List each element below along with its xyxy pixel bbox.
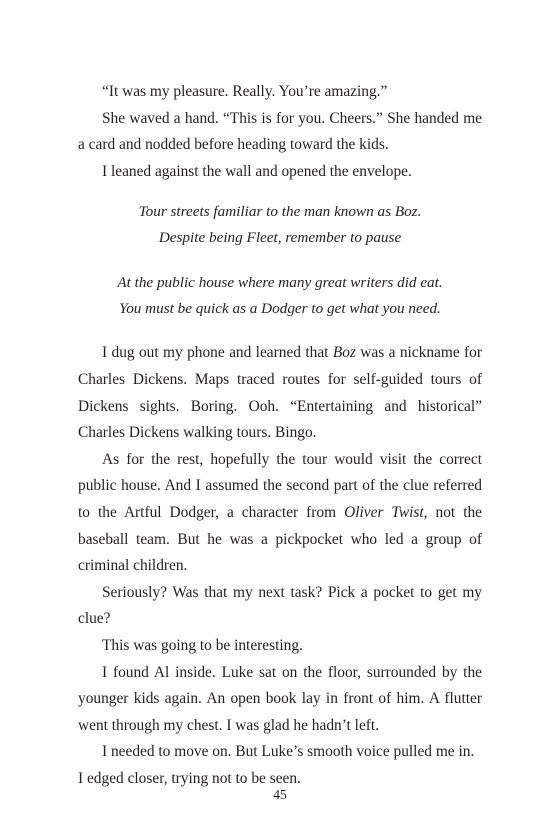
poem-line: You must be quick as a Dodger to get what you need. — [119, 300, 441, 318]
poem-stanza — [78, 199, 482, 251]
paragraph: Seriously? Was that my next task? Pick a pocket to get my clue? — [78, 583, 482, 628]
text-run: not the baseball team. But he was a pickpocket who led a group of criminal children. — [78, 503, 482, 575]
clue-poem — [78, 199, 482, 322]
paragraph: I found Al inside. Luke sat on the floor, surrounded by the younger kids again. An open book lay in front of him. A flutter went through my chest. I was glad he hadn’t left. — [78, 663, 482, 734]
page-number: 45 — [273, 787, 287, 802]
text-run: was a nickname for Charles Dickens. Maps traced routes for self-guided tours of Dickens sights. Boring. Ooh. “Entertaining and historical” Charles Dickens walking tours. Bingo. — [78, 344, 482, 442]
text-run: As for the rest, hopefully the tour would visit the correct public house. And I assumed the second part of the clue referred to the Artful Dodger, a character from — [78, 450, 482, 521]
body-text — [78, 79, 482, 792]
emphasis: Boz — [332, 344, 356, 362]
poem-line: Despite being Fleet, remember to pause — [158, 229, 402, 247]
paragraph: I needed to move on. But Luke’s smooth voice pulled me in. I edged closer, trying not to be seen. — [78, 743, 475, 787]
paragraph: “It was my pleasure. Really. You’re amazing.” — [102, 83, 388, 100]
paragraph — [78, 447, 482, 580]
paragraph: She waved a hand. “This is for you. Cheers.” She handed me a card and nodded before heading toward the kids. — [78, 109, 482, 154]
paragraph: I leaned against the wall and opened the envelope. — [102, 162, 412, 180]
paragraph — [78, 340, 482, 446]
poem-line: Tour streets familiar to the man known as Boz. — [138, 203, 422, 221]
text-run: I dug out my phone and learned that — [102, 344, 333, 362]
poem-stanza — [78, 270, 482, 322]
poem-line: At the public house where many great writers did eat. — [117, 274, 443, 292]
emphasis: Oliver Twist, — [344, 503, 428, 521]
paragraph: This was going to be interesting. — [102, 636, 303, 654]
